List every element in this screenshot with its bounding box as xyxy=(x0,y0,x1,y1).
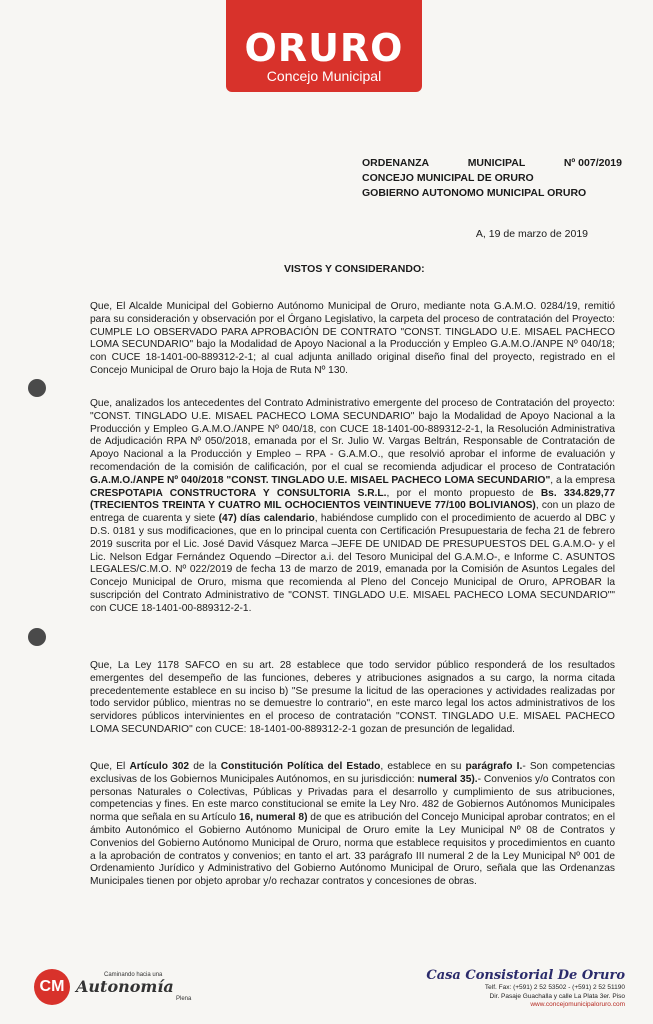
paragraph-4-constitution: Constitución Política del Estado xyxy=(220,761,381,772)
paragraph-4-text-e: , establece en su xyxy=(380,761,466,772)
logo-sub-text: Concejo Municipal xyxy=(266,68,382,84)
paragraph-4-article-16: 16, numeral 8) xyxy=(238,812,308,824)
paragraph-2-text-a: Que, analizados los antecedentes del Contrato Administrativo emergente del proceso de Contratación del proyecto: "CONST. TINGLADO U.E. MISAEL PACHECO LOMA SECUNDARIO" bajo la Modalidad de Apoyo Nacional a la Producción y Empleo G.A.M.O./ANPE Nº 040/18, con CUCE 18-1401-00-889312-2-1, la Resolución Administrativa de Adjudicación RPA Nº 050/2018, emanada por el Sr. Julio W. Vargas Beltrán, Responsable de Contratación de Apoyo Nacional a la Producción y Empleo – RPA - G.A.M.O., que resolvió aprobar el informe de evaluación y recomendación de la comisión de calificación, por el cual se recomienda adjudicar el proceso de Contratación xyxy=(90,398,615,473)
paragraph-4-numeral: numeral 35). xyxy=(417,773,478,785)
ordinance-number-line xyxy=(362,156,622,171)
ordinance-label: ORDENANZA xyxy=(362,157,430,169)
footer-url: www.concejomunicipaloruro.com xyxy=(530,1001,625,1008)
punch-hole xyxy=(28,628,46,646)
footer-contact xyxy=(425,968,625,1010)
paragraph-3 xyxy=(90,660,615,737)
paragraph-2-days: (47) días calendario xyxy=(218,513,315,525)
ordinance-municipal: MUNICIPAL xyxy=(467,157,526,169)
ordinance-number: Nº 007/2019 xyxy=(563,157,622,169)
document-date: A, 19 de marzo de 2019 xyxy=(475,228,588,240)
paragraph-4-text-g: - Son competencias exclusivas de los Gobiernos Municipales Autónomos, en su jurisdicción: xyxy=(90,761,615,785)
paragraph-2-text-c: , a la empresa xyxy=(550,474,615,486)
ordinance-council: CONCEJO MUNICIPAL DE ORURO xyxy=(362,172,534,184)
paragraph-4-text-a: Que, El xyxy=(90,761,130,772)
punch-hole xyxy=(28,379,46,397)
paragraph-4-text-k: de que es atribución del Concejo Municipal aprobar contratos; en el ámbito Autonómico el Gobierno Autónomo Municipal de Oruro emite la Ley Municipal Nº 08 de Contratos y Convenios del Gobierno Autónomo Municipal de Oruro, norma que establece requisitos y procedimientos en cuanto a la aprobación de contratos y convenios; en tanto el art. 33 parágrafo III numeral 2 de la Ley Municipal Nº 001 de Ordenamiento Jurídico y Administrativo del Gobierno Autónomo Municipal de Oruro, señala que las Ordenanzas Municipales tienen por objeto aprobar y/o rechazar contratos y concesiones de obras. xyxy=(90,812,615,888)
paragraph-2-process: G.A.M.O./ANPE Nº 040/2018 "CONST. TINGLADO U.E. MISAEL PACHECO LOMA SECUNDARIO" xyxy=(90,474,551,486)
ordinance-government: GOBIERNO AUTONOMO MUNICIPAL ORURO xyxy=(362,187,587,199)
oruro-logo xyxy=(226,0,422,92)
paragraph-4-article: Artículo 302 xyxy=(129,761,190,772)
paragraph-2-text-i: , habiéndose cumplido con el procedimiento de acuerdo al DBC y D.S. 0181 y sus modificaciones, que en lo principal cuenta con Certificación Presupuestaria de fecha 21 de febrero 2019 suscrita por el Lic. José David Vásquez Marca –JEFE DE UNIDAD DE PRESUPUESTOS DEL G.A.M.O- y el Lic. Nelson Edgar Fernández Oquendo –Director a.i. del Tesoro Municipal del G.A.M.O-, e Informe C. ASUNTOS LEGALES/C.M.O. Nº 022/2019 de fecha 13 de marzo de 2019, emanada por la Comisión de Asuntos Legales del Concejo Municipal de Oruro, misma que recomienda al Pleno del Concejo Municipal de Oruro, APROBAR la suscripción del Contrato Administrativo de "CONST. TINGLADO U.E. MISAEL PACHECO LOMA SECUNDARIO"" con CUCE 18-1401-00-889312-2-1. xyxy=(90,513,615,614)
ordinance-header xyxy=(362,156,622,201)
paragraph-4-paragraph: parágrafo I. xyxy=(465,761,523,772)
paragraph-4 xyxy=(90,761,615,889)
section-heading: VISTOS Y CONSIDERANDO: xyxy=(284,263,425,275)
paragraph-2-company: CRESPOTAPIA CONSTRUCTORA Y CONSULTORIA S.R.L. xyxy=(90,487,387,499)
campaign-small-text: Caminando hacia una xyxy=(104,972,163,978)
campaign-slogan xyxy=(76,972,216,1002)
house-name: Casa Consistorial De Oruro xyxy=(426,968,625,983)
campaign-sub-text: Plena xyxy=(176,996,192,1002)
paragraph-3-text: Que, La Ley 1178 SAFCO en su art. 28 establece que todo servidor público responderá de los resultados emergentes del desempeño de las funciones, deberes y atribuciones asignados a su cargo, la norma citada precedentemente establece en su inciso b) "Se presume la licitud de las operaciones y actividades realizadas por todo servidor público, mientras no se demuestre lo contrario", en este marco legal los actos administrativos de los servidores públicos intervinientes en el proceso de contratación "CONST. TINGLADO U.E. MISAEL PACHECO LOMA SECUNDARIO" con CUCE: 18-1401-00-889312-2-1 gozan de presunción de legalidad. xyxy=(90,660,615,735)
campaign-main-text: Autonomía xyxy=(76,977,174,996)
cm-logo: CM xyxy=(34,969,70,1005)
footer-phone: Telf. Fax: (+591) 2 52 53502 - (+591) 2 52 51190 xyxy=(484,984,625,991)
paragraph-1-text: Que, El Alcalde Municipal del Gobierno Autónomo Municipal de Oruro, mediante nota G.A.M.O. 0284/19, remitió para su consideración y observación por el Órgano Legislativo, la carpeta del proceso de contratación del Proyecto: CUMPLE LO OBSERVADO PARA APROBACIÓN DE CONTRATO "CONST. TINGLADO U.E. MISAEL PACHECO LOMA SECUNDARIO" bajo la Modalidad de Apoyo Nacional a la Producción y Empleo G.A.M.O./ANPE Nº 040/18; con CUCE 18-1401-00-889312-2-1; al cual adjunta anillado original diseño final del proyecto, registrado en el Concejo Municipal de Oruro bajo la Hoja de Ruta Nº 130. xyxy=(90,301,615,376)
paragraph-2-amount: Bs. 334.829,77 (TRECIENTOS TREINTA Y CUATRO MIL OCHOCIENTOS VEINTINUEVE 77/100 BOLIVIANOS) xyxy=(90,487,615,512)
footer-address: Dir. Pasaje Guachalla y calle La Plata 3er. Piso xyxy=(489,992,625,1000)
paragraph-2-text-g: , con un plazo de entrega de cuarenta y siete xyxy=(90,500,615,525)
paragraph-2 xyxy=(90,398,615,616)
paragraph-4-text-c: de la xyxy=(189,761,221,772)
paragraph-4-text-i: - Convenios y/o Contratos con personas Naturales o Colectivas, Públicas y Privadas para el desarrollo y cumplimiento de sus atribuciones, competencias y fines. En este marco constitucional se emite la Ley Nro. 482 de Gobiernos Autónomos Municipales norma que señala en su Artículo xyxy=(90,773,615,824)
paragraph-1 xyxy=(90,301,615,378)
paragraph-2-text-e: , por el monto propuesto de xyxy=(386,487,541,499)
logo-main-text: ORURO xyxy=(244,26,404,70)
